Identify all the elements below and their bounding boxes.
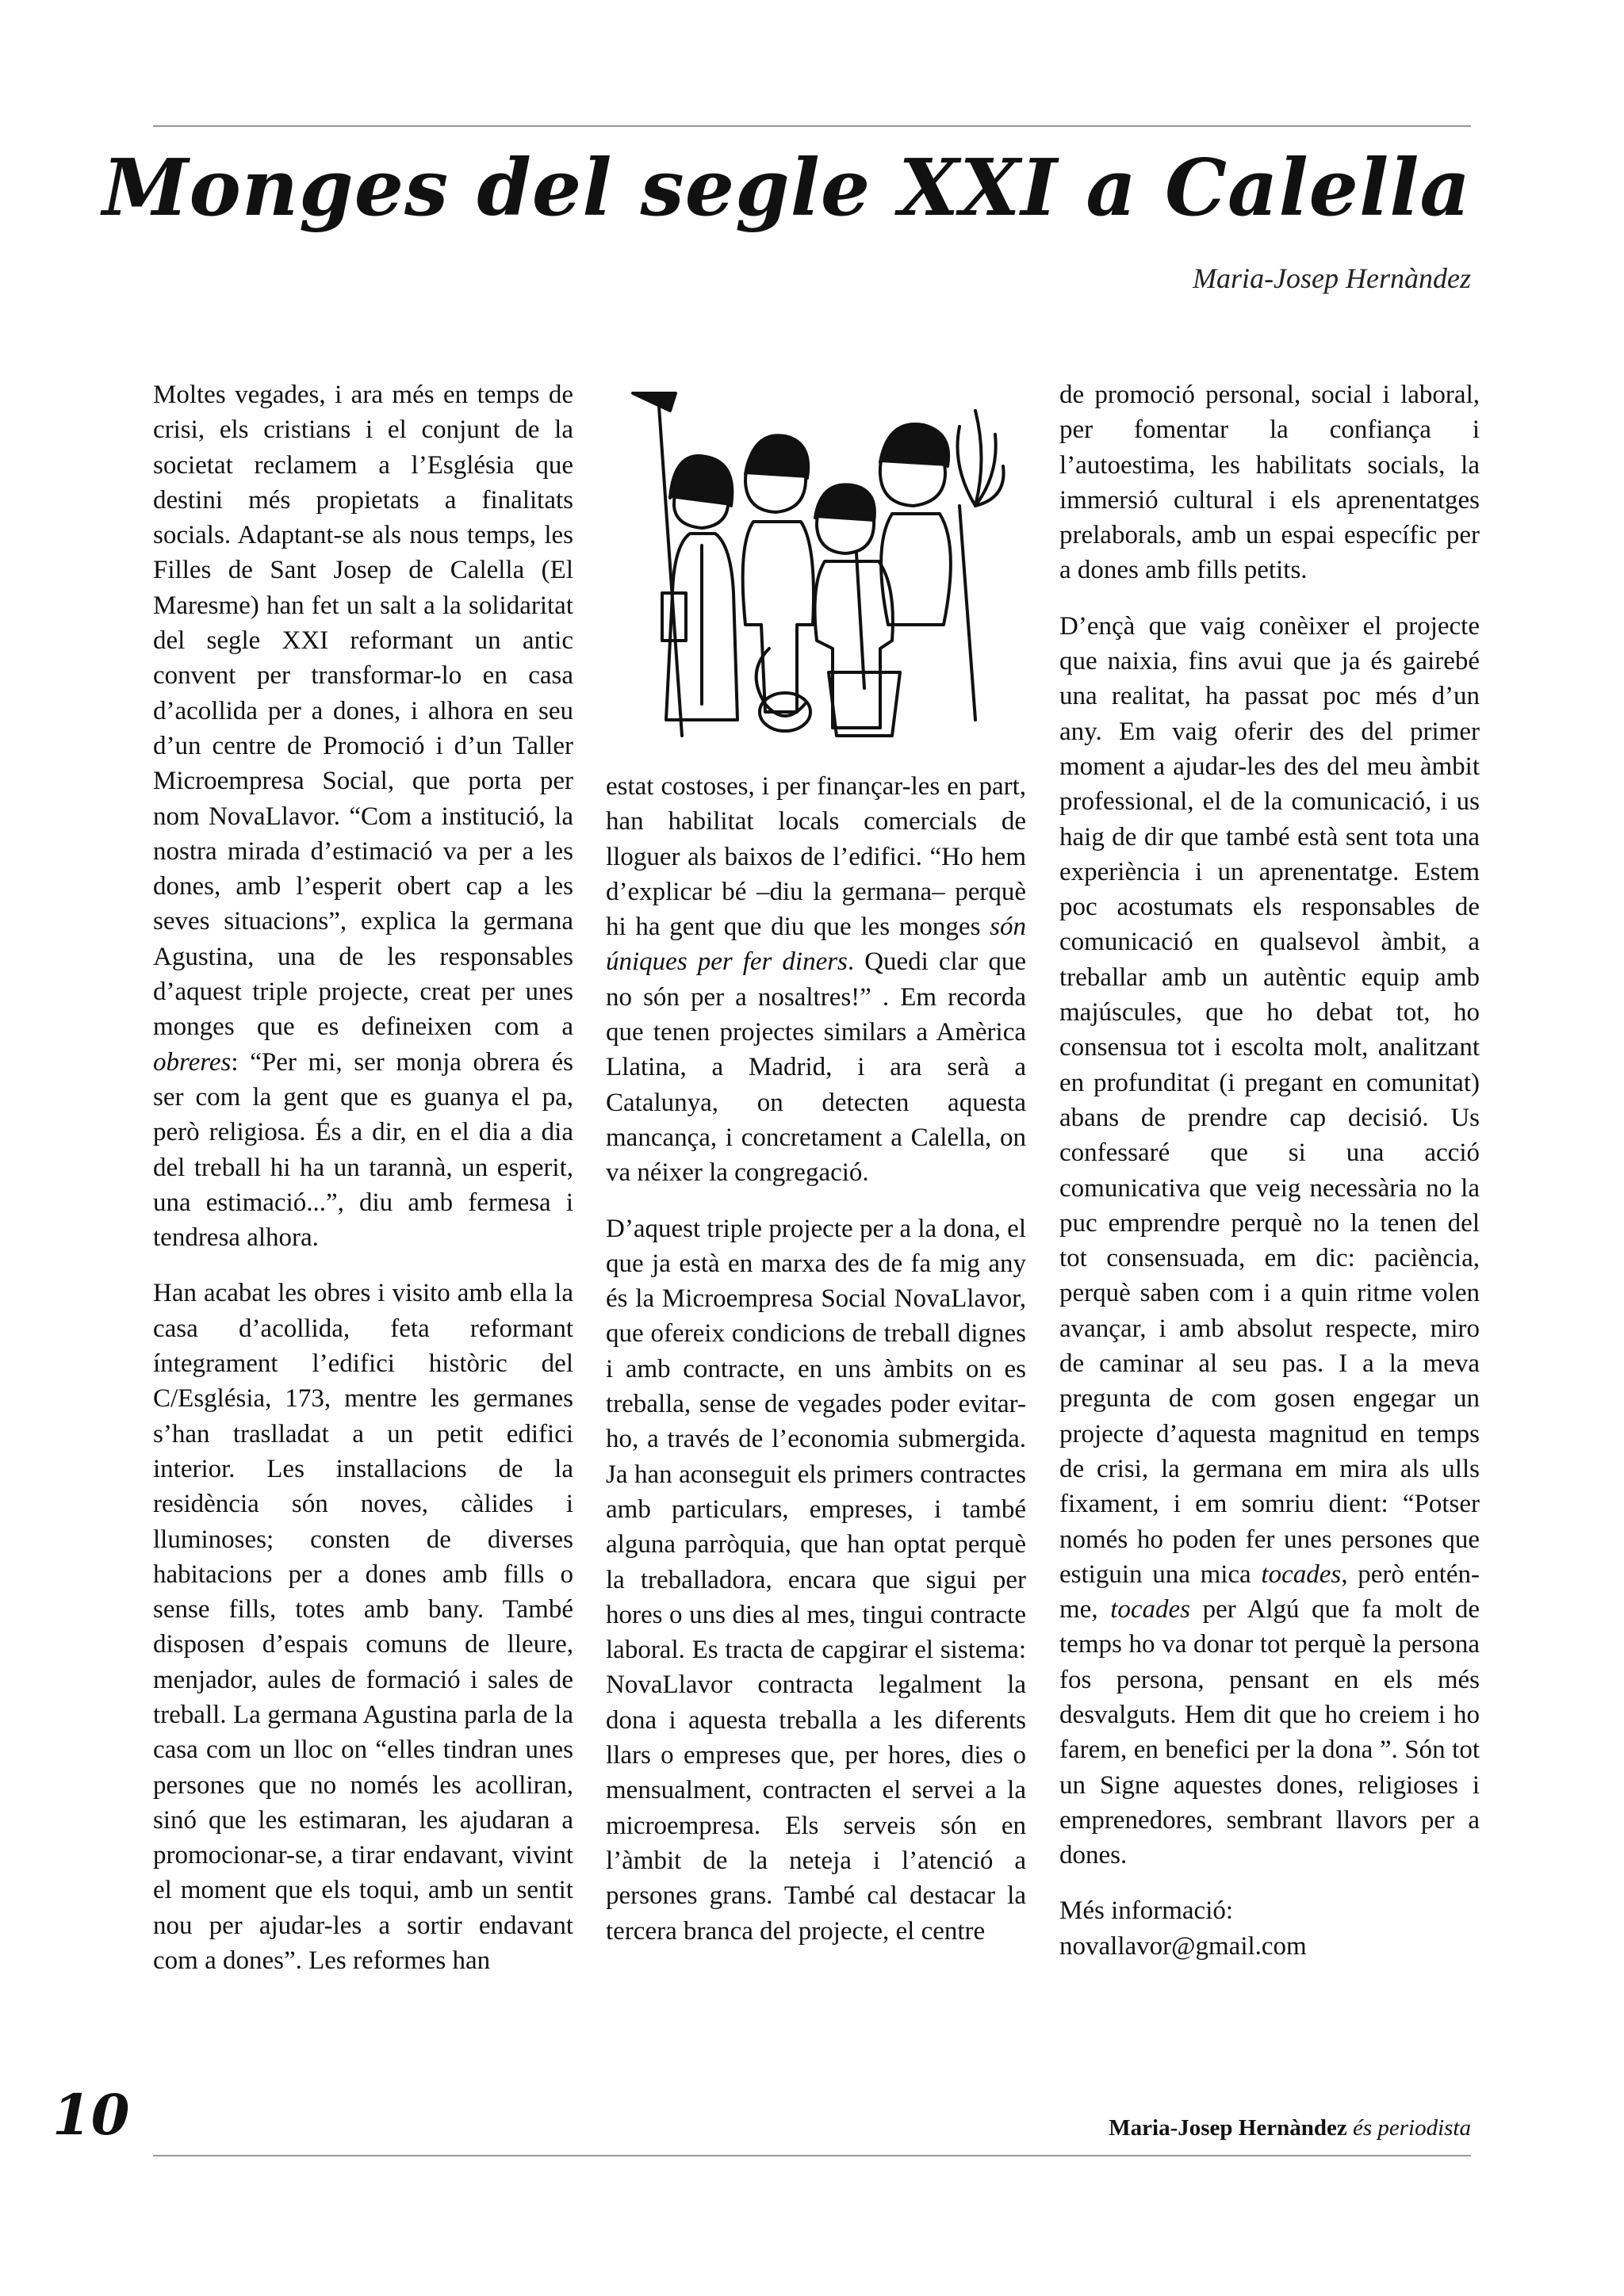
paragraph-text: de promoció personal, social i laboral, per fomentar la confiança i l’autoestima, les habilitats socials, la immersió cultural i els aprenentatges prelaborals, amb un espai específic per a dones amb fills petits. (1059, 381, 1480, 585)
more-info-label: Més informació: (1059, 1896, 1234, 1926)
paragraph-text: D’aquest triple projecte per a la dona, el que ja està en marxa des de fa mig any és la Microempresa Social NovaLlavor, que ofereix condicions de treball dignes i amb contracte, en uns àmbits on es treballa, sense de vegades poder evitar-ho, a través de l’economia submergida. Ja han aconseguit els primers contractes amb particulars, empreses, i també alguna parròquia, que han optat perquè la treballadora, encara que sigui per hores o uns dies al mes, tingui contracte laboral. Es tracta de capgirar el sistema: NovaLlavor contracta legalment la dona i aquesta treballa a les diferents llars o empreses que, per hores, dies o mensualment, contracten el servei a la microempresa. Els serveis són en l’àmbit de la neteja i l’atenció a persones grans. També cal destacar la tercera branca del projecte, el centre (606, 1214, 1026, 1946)
author-signature (1109, 2115, 1471, 2141)
emphasis-text: són úniques per fer diners (606, 913, 1026, 977)
author-role: és periodista (1346, 2115, 1471, 2141)
nuns-with-brooms-illustration (626, 387, 1007, 752)
paragraph-text: , però entén-me, (1059, 1559, 1480, 1624)
article-title: Monges del segle XXI a Calella (102, 143, 1471, 234)
paragraph-text: . Quedi clar que no són per a nosaltres!” . Em recorda que tenen projectes similars a Amèrica Llatina, a Madrid, i ara serà a Catalunya, on detecten aquesta mancança, i concretament a Calella, on va néixer la congregació. (606, 947, 1026, 1188)
article-byline: Maria-Josep Hernàndez (1193, 262, 1471, 294)
emphasis-text: tocades (1110, 1595, 1190, 1624)
article-column-1 (153, 377, 573, 1999)
author-name: Maria-Josep Hernàndez (1109, 2115, 1347, 2141)
top-rule (153, 125, 1471, 127)
paragraph-text: Moltes vegades, i ara més en temps de crisi, els cristians i el conjunt de la societat reclamem a l’Església que destini més propietats a finalitats socials. Adaptant-se als nous temps, les Filles de Sant Josep de Calella (El Maresme) han fet un salt a la solidaritat del segle XXI reformant un antic convent per transformar-lo en casa d’acollida per a dones, i alhora en seu d’un centre de Promoció i d’un Taller Microempresa Social, que porta per nom NovaLlavor. “Com a institució, la nostra mirada d’estimació va per a les dones, amb l’esperit obert cap a les seves situacions”, explica la germana Agustina, una de les responsables d’aquest triple projecte, creat per unes monges que es defineixen com a (153, 381, 573, 1042)
article-column-2 (606, 769, 1026, 1969)
bottom-rule (153, 2155, 1471, 2156)
paragraph-text: D’ençà que vaig conèixer el projecte que naixia, fins avui que ja és gairebé una realitat, ha passat poc més d’un any. Em vaig oferir des del primer moment a ajudar-les des del meu àmbit professional, el de la comunicació, i us haig de dir que també està sent tota una experiència i un aprenentatge. Estem poc acostumats els responsables de comunicació en qualsevol àmbit, a treballar amb un autèntic equip amb majúscules, que ho debat tot, ho consensua tot i escolta molt, analitzant en profunditat (i pregant en comunitat) abans de prendre cap decisió. Us confessaré que si una acció comunicativa que veig necessària no la puc emprendre perquè no la tenen del tot consensuada, em dic: paciència, perquè saben com i a quin ritme volen avançar, i amb absolut respecte, miro de caminar al seu pas. I a la meva pregunta de com gosen engegar un projecte d’aquesta magnitud en temps de crisi, la germana em mira als ulls fixament, i em somriu dient: “Potser només ho poden fer unes persones que estiguin una mica (1059, 611, 1480, 1589)
article-column-3 (1059, 377, 1480, 1964)
paragraph (153, 1276, 573, 1978)
paragraph-text: Han acabat les obres i visito amb ella la casa d’acollida, feta reformant íntegrament l’edifici històric del C/Església, 173, mentre les germanes s’han traslladat a un petit edifici interior. Les installacions de la residència són noves, càlides i lluminoses; consten de diverses habitacions per a dones amb fills o sense fills, totes amb bany. També disposen d’espais comuns de lleure, menjador, aules de formació i sales de treball. La germana Agustina parla de la casa com un lloc on “elles tindran unes persones que no només les acolliran, sinó que les estimaran, les ajudaran a promocionar-se, a tirar endavant, vivint el moment que els toqui, amb un sentit nou per ajudar-les a sortir endavant com a dones”. Les reformes han (153, 1279, 573, 1976)
paragraph-text: per Algú que fa molt de temps ho va donar tot perquè la persona fos persona, pensant en els més desvalguts. Hem dit que ho creiem i ho farem, en benefici per la dona ”. Són tot un Signe aquestes dones, religioses i emprenedores, sembrant llavors per a dones. (1059, 1595, 1480, 1870)
paragraph (606, 1211, 1026, 1949)
paragraph-text: : “Per mi, ser monja obrera és ser com la gent que es guanya el pa, però religiosa. És a dir, en el dia a dia del treball hi ha un tarannà, un esperit, una estimació...”, diu amb fermesa i tendresa alhora. (153, 1047, 573, 1253)
paragraph (1059, 377, 1480, 588)
contact-email-link[interactable]: novallavor@gmail.com (1059, 1931, 1307, 1961)
paragraph (153, 377, 573, 1255)
more-info (1059, 1893, 1480, 1964)
paragraph (606, 769, 1026, 1191)
paragraph (1059, 609, 1480, 1873)
emphasis-text: obreres (153, 1047, 232, 1077)
paragraph-text: estat costoses, i per finançar-les en part, han habilitat locals comercials de lloguer als baixos de l’edifici. “Ho hem d’explicar bé –diu la germana– perquè hi ha gent que diu que les monges (606, 772, 1026, 942)
emphasis-text: tocades (1261, 1559, 1342, 1589)
page-number: 10 (52, 2082, 130, 2148)
